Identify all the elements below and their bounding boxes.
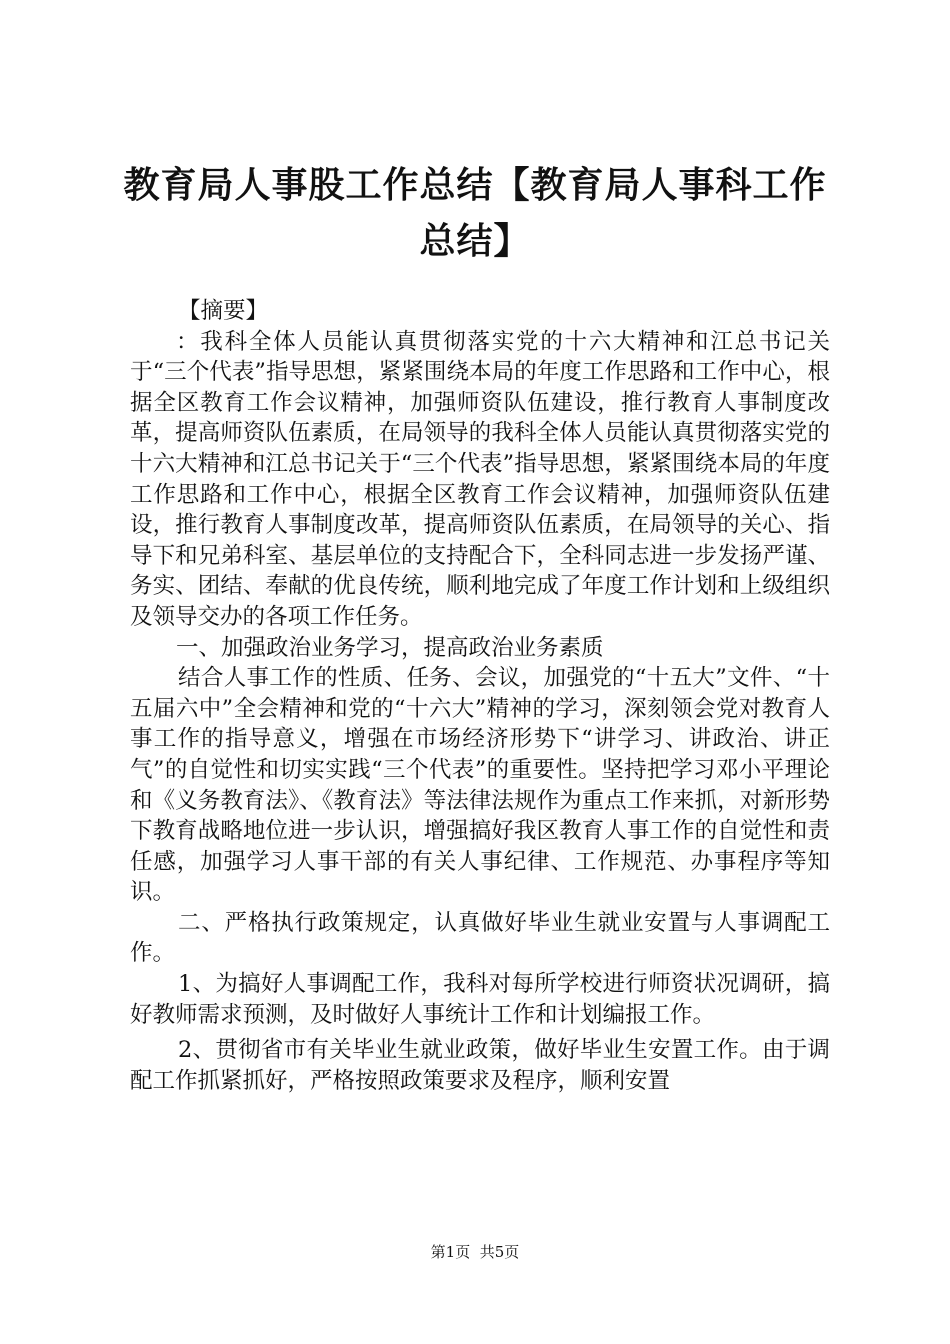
paragraph-item-1: 1、为搞好人事调配工作，我科对每所学校进行师资状况调研，搞好教师需求预测，及时做好人事统计工作和计划编报工作。 xyxy=(130,971,830,1028)
page-number: 第1页 xyxy=(430,1243,471,1261)
page-footer xyxy=(0,1242,950,1262)
document-body xyxy=(130,296,830,1096)
document-title: 教育局人事股工作总结【教育局人事科工作总结】 xyxy=(123,165,827,262)
page-total: 共5页 xyxy=(479,1243,520,1261)
section-heading-1: 一、加强政治业务学习，提高政治业务素质 xyxy=(176,634,604,661)
section-heading-2: 二、严格执行政策规定，认真做好毕业生就业安置与人事调配工作。 xyxy=(130,909,830,967)
paragraph-abstract: ：我科全体人员能认真贯彻落实党的十六大精神和江总书记关于“三个代表”指导思想，紧紧围绕本局的年度工作思路和工作中心，根据全区教育工作会议精神，加强师资队伍建设，推行教育人事制度改革，提高师资队伍素质，在局领导的我科全体人员能认真贯彻落实党的十六大精神和江总书记关于“三个代表”指导思想，紧紧围绕本局的年度工作思路和工作中心，根据全区教育工作会议精神，加强师资队伍建设，推行教育人事制度改革，提高师资队伍素质，在局领导的关心、指导下和兄弟科室、基层单位的支持配合下，全科同志进一步发扬严谨、务实、团结、奉献的优良传统，顺利地完成了年度工作计划和上级组织及领导交办的各项工作任务。 xyxy=(130,328,830,630)
paragraph-item-2: 2、贯彻省市有关毕业生就业政策，做好毕业生安置工作。由于调配工作抓紧抓好，严格按照政策要求及程序，顺利安置 xyxy=(130,1037,830,1094)
paragraph-section-1: 结合人事工作的性质、任务、会议，加强党的“十五大”文件、“十五届六中”全会精神和党的“十六大”精神的学习，深刻领会党对教育人事工作的指导意义，增强在市场经济形势下“讲学习、讲政治、讲正气”的自觉性和切实实践“三个代表”的重要性。坚持把学习邓小平理论和《义务教育法》、《教育法》等法律法规作为重点工作来抓，对新形势下教育战略地位进一步认识，增强搞好我区教育人事工作的自觉性和责任感，加强学习人事干部的有关人事纪律、工作规范、办事程序等知识。 xyxy=(130,665,830,906)
abstract-label: 【摘要】 xyxy=(178,298,269,324)
